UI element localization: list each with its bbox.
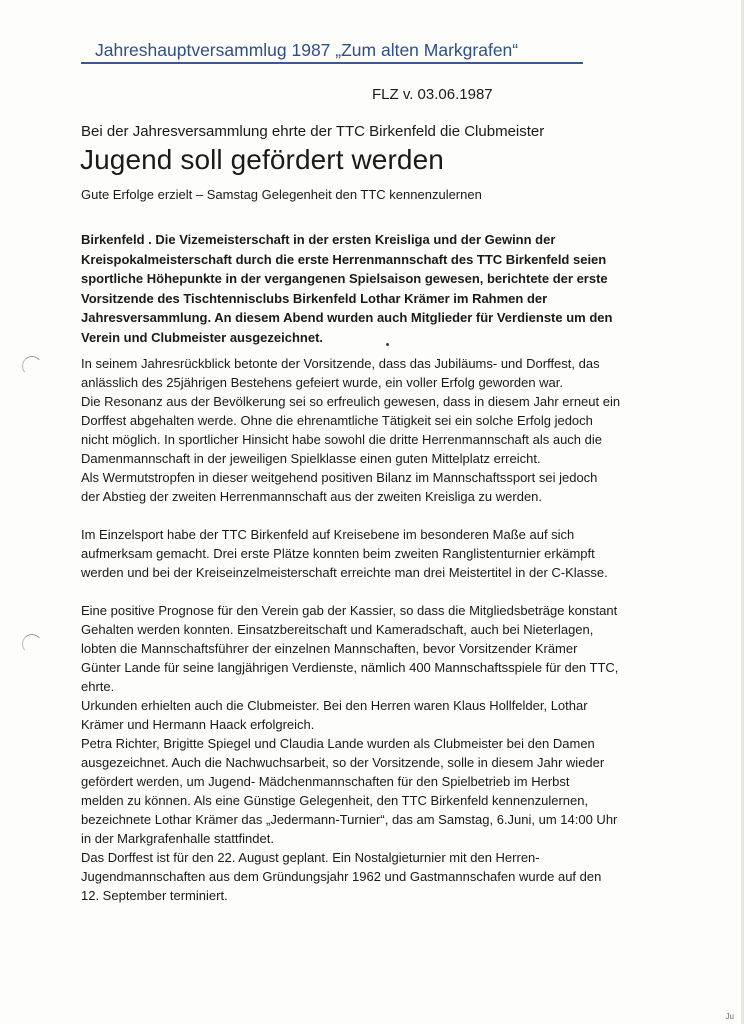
body-line: Dorffest abgehalten werde. Ohne die ehrenamtliche Tätigkeit sei ein solche Erfolg jedoch (81, 413, 593, 428)
body-line: werden und bei der Kreiseinzelmeisterschaft erreichte man drei Meistertitel in der C-Klasse. (81, 565, 608, 580)
header-underline (81, 62, 583, 64)
body-line: Das Dorffest ist für den 22. August geplant. Ein Nostalgieturnier mit den Herren- (81, 850, 540, 865)
header-title: Jahreshauptversammlug 1987 „Zum alten Markgrafen“ (95, 40, 519, 60)
article-subline: Gute Erfolge erzielt – Samstag Gelegenheit den TTC kennenzulernen (81, 187, 482, 202)
body-line: Als Wermutstropfen in dieser weitgehend positiven Bilanz im Mannschaftssport sei jedoch (81, 470, 598, 485)
body-line: Gehalten werden konnten. Einsatzbereitschaft und Kameradschaft, auch bei Nieterlagen, (81, 622, 594, 637)
body-line: Petra Richter, Brigitte Spiegel und Claudia Lande wurden als Clubmeister bei den Damen (81, 736, 595, 751)
article-lead: Birkenfeld . Die Vizemeisterschaft in der ersten Kreisliga und der Gewinn der Kreispokalmeisterschaft durch die erste Herrenmannschaft des TTC Birkenfeld seien sportliche Höhepunkte in der vergangenen Spielsaison gewesen, berichtete der erste Vorsitzende des Tischtennisclubs Birkenfeld Lothar Krämer im Rahmen der Jahresversammlung. An diesem Abend wurden auch Mitglieder für Verdienste um den Verein und Clubmeister ausgezeichnet. (81, 232, 613, 345)
body-line: nicht möglich. In sportlicher Hinsicht habe sowohl die dritte Herrenmannschaft als auch die (81, 432, 602, 447)
body-line: 12. September terminiert. (81, 888, 228, 903)
body-line: Eine positive Prognose für den Verein gab der Kassier, so dass die Mitgliedsbeträge konstant (81, 603, 618, 618)
punch-hole-bottom (21, 633, 43, 655)
body-line: Krämer und Hermann Haack erfolgreich. (81, 717, 315, 732)
body-line: Urkunden erhielten auch die Clubmeister. Bei den Herren waren Klaus Hollfelder, Lothar (81, 698, 588, 713)
body-line: aufmerksam gemacht. Drei erste Plätze konnten beim zweiten Ranglistenturnier erkämpft (81, 546, 595, 561)
source-reference: FLZ v. 03.06.1987 (372, 86, 493, 103)
article-overline: Bei der Jahresversammlung ehrte der TTC Birkenfeld die Clubmeister (81, 123, 545, 140)
body-line: gefördert werden, um Jugend- Mädchenmannschaften für den Spielbetrieb im Herbst (81, 774, 570, 789)
punch-hole-top (21, 355, 43, 377)
body-line: ausgezeichnet. Auch die Nachwuchsarbeit, so der Vorsitzende, solle in diesem Jahr wieder (81, 755, 605, 770)
body-line: Günter Lande für seine langjährigen Verdienste, nämlich 400 Mannschaftsspiele für den TTC, (81, 660, 619, 675)
article-headline: Jugend soll gefördert werden (80, 144, 444, 175)
body-line: melden zu können. Als eine Günstige Gelegenheit, den TTC Birkenfeld kennenzulernen, (81, 793, 589, 808)
body-line: Die Resonanz aus der Bevölkerung sei so erfreulich gewesen, dass in diesem Jahr erneut ein (81, 394, 621, 409)
body-line: Jugendmannschaften aus dem Gründungsjahr 1962 und Gastmannschafen wurde auf den (81, 869, 602, 884)
body-line: Damenmannschaft in der jeweiligen Spielklasse einen guten Mittelplatz erreicht. (81, 451, 541, 466)
body-line: Im Einzelsport habe der TTC Birkenfeld auf Kreisebene im besonderen Maße auf sich (81, 527, 575, 542)
body-line: bezeichnete Lothar Krämer das „Jedermann-Turnier“, das am Samstag, 6.Juni, um 14:00 Uhr (81, 812, 618, 827)
body-line: der Abstieg der zweiten Herrenmannschaft aus der zweiten Kreisliga zu werden. (81, 489, 543, 504)
corner-mark: Ju (725, 1012, 734, 1021)
ink-dot (386, 343, 389, 346)
body-line: lobten die Mannschaftsführer der einzelnen Mannschaften, bevor Vorsitzender Krämer (81, 641, 578, 656)
body-line: In seinem Jahresrückblick betonte der Vorsitzende, dass das Jubiläums- und Dorffest, das (81, 356, 600, 371)
body-line: in der Markgrafenhalle stattfindet. (81, 831, 274, 846)
body-line: ehrte. (81, 679, 115, 694)
body-line: anlässlich des 25jährigen Bestehens gefeiert wurde, ein voller Erfolg geworden war. (81, 375, 564, 390)
